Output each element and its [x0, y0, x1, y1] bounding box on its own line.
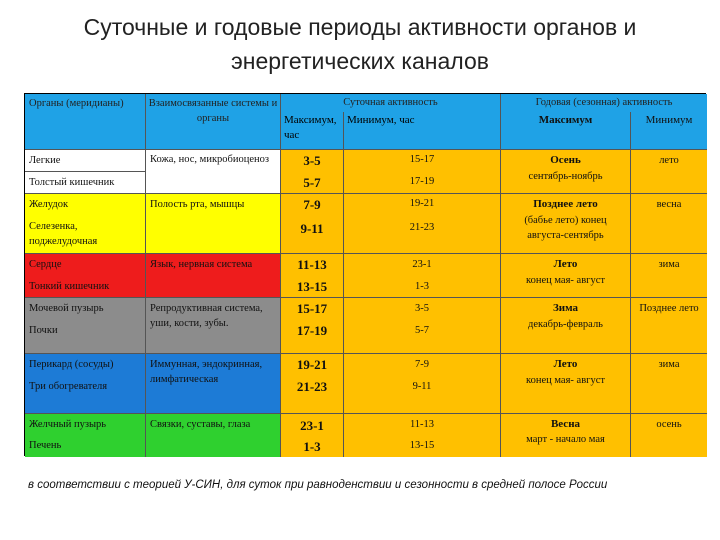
daily-min-cell — [344, 150, 501, 172]
season-min: зима — [658, 359, 680, 370]
systems-cell — [146, 354, 281, 414]
systems-text: Связки, суставы, глаза — [150, 419, 251, 430]
systems-cell — [146, 194, 281, 254]
daily-max-value: 19-21 — [296, 357, 328, 372]
season-min: Позднее лето — [639, 303, 699, 314]
systems-cell — [146, 298, 281, 354]
season-max-cell — [501, 414, 631, 457]
daily-min-cell — [344, 320, 501, 354]
season-title: Осень — [550, 154, 581, 166]
daily-max-cell — [281, 376, 344, 414]
season-months: сентябрь-ноябрь — [528, 171, 603, 182]
organ-name: Желчный пузырь — [29, 419, 107, 430]
organ-cell — [25, 298, 146, 320]
header-yearly-max-label: Максимум — [538, 114, 593, 126]
daily-min-value: 13-15 — [409, 440, 435, 451]
daily-max-value: 9-11 — [300, 221, 324, 236]
season-max-cell — [501, 254, 631, 298]
organ-cell — [25, 172, 146, 194]
season-title: Зима — [552, 302, 579, 314]
daily-max-cell — [281, 298, 344, 320]
header-yearly-label: Годовая (сезонная) активность — [535, 97, 673, 108]
header-yearly — [501, 94, 707, 112]
organ-cell — [25, 436, 146, 457]
season-min-cell — [631, 150, 707, 194]
daily-max-cell — [281, 320, 344, 354]
organ-cell — [25, 354, 146, 376]
daily-max-value: 3-5 — [303, 153, 321, 168]
systems-cell — [146, 414, 281, 457]
season-min: осень — [656, 419, 682, 430]
header-daily — [281, 94, 501, 112]
daily-max-value: 15-17 — [296, 301, 328, 316]
daily-max-cell — [281, 414, 344, 436]
daily-max-value: 11-13 — [297, 257, 327, 272]
organ-name: Печень — [29, 440, 62, 451]
daily-max-value: 7-9 — [303, 197, 321, 212]
header-yearly-max — [501, 112, 631, 150]
daily-max-cell — [281, 194, 344, 216]
season-months: (бабье лето) конец августа-сентябрь — [524, 215, 607, 241]
season-max-cell — [501, 354, 631, 414]
organ-name: Мочевой пузырь — [29, 303, 104, 314]
organ-cell — [25, 376, 146, 414]
organ-cell — [25, 276, 146, 298]
season-min: весна — [656, 199, 682, 210]
season-title: Позднее лето — [533, 198, 598, 210]
daily-max-cell — [281, 436, 344, 457]
season-title: Лето — [553, 258, 578, 270]
season-months: декабрь-февраль — [528, 319, 603, 330]
systems-text: Иммунная, эндокринная, лимфатическая — [150, 359, 263, 385]
season-max-cell — [501, 150, 631, 194]
daily-max-value: 17-19 — [296, 323, 328, 338]
daily-min-value: 17-19 — [409, 176, 435, 187]
season-min-cell — [631, 414, 707, 457]
organ-cell — [25, 216, 146, 254]
organ-name: Три обогревателя — [29, 381, 108, 392]
daily-max-cell — [281, 150, 344, 172]
systems-text: Полость рта, мышцы — [150, 199, 245, 210]
header-daily-label: Суточная активность — [343, 97, 438, 108]
daily-max-cell — [281, 216, 344, 254]
daily-min-cell — [344, 414, 501, 436]
header-organs-label: Органы (меридианы) — [29, 98, 124, 109]
daily-min-cell — [344, 376, 501, 414]
organ-cell — [25, 194, 146, 216]
organ-name: Толстый кишечник — [29, 177, 115, 188]
daily-max-cell — [281, 276, 344, 298]
season-min-cell — [631, 194, 707, 254]
page-title: Суточные и годовые периоды активности органов и энергетических каналов — [83, 14, 637, 74]
season-max-cell — [501, 194, 631, 254]
season-min-cell — [631, 354, 707, 414]
daily-max-value: 13-15 — [296, 279, 328, 294]
systems-cell — [146, 254, 281, 298]
season-min: лето — [659, 155, 679, 166]
daily-min-value: 1-3 — [415, 281, 429, 292]
daily-max-cell — [281, 172, 344, 194]
systems-text: Репродуктивная система, уши, кости, зубы. — [150, 303, 263, 329]
organ-name: Селезенка, поджелудочная — [29, 221, 98, 247]
daily-min-cell — [344, 172, 501, 194]
daily-min-value: 15-17 — [409, 154, 435, 165]
daily-min-value: 23-1 — [412, 259, 432, 270]
daily-min-cell — [344, 354, 501, 376]
daily-max-value: 21-23 — [296, 379, 328, 394]
header-daily-max — [281, 112, 344, 150]
organ-name: Тонкий кишечник — [29, 281, 110, 292]
daily-min-value: 9-11 — [412, 381, 432, 392]
season-min: зима — [658, 259, 680, 270]
activity-table — [24, 93, 706, 456]
header-systems-label: Взаимосвязанные системы и органы — [148, 98, 278, 124]
organ-name: Сердце — [29, 259, 62, 270]
daily-max-value: 23-1 — [300, 418, 324, 433]
daily-min-value: 7-9 — [415, 359, 429, 370]
systems-cell — [146, 150, 281, 194]
footnote: в соответствии с теорией У-СИН, для суток при равноденствии и сезонности в средней полосе России — [28, 479, 608, 491]
organ-name: Желудок — [29, 199, 69, 210]
season-title: Весна — [550, 418, 581, 430]
organ-cell — [25, 150, 146, 172]
header-daily-max-label: Максимум, час — [284, 114, 337, 141]
daily-min-cell — [344, 436, 501, 457]
season-title: Лето — [553, 358, 578, 370]
daily-min-value: 5-7 — [415, 325, 429, 336]
daily-max-value: 5-7 — [303, 175, 321, 190]
daily-max-cell — [281, 354, 344, 376]
header-yearly-min — [631, 112, 707, 150]
organ-cell — [25, 320, 146, 354]
organ-name: Перикард (сосуды) — [29, 359, 114, 370]
daily-min-cell — [344, 276, 501, 298]
season-min-cell — [631, 298, 707, 354]
organ-name: Почки — [29, 325, 58, 336]
header-systems — [146, 94, 281, 150]
season-months: конец мая- август — [526, 275, 605, 286]
header-daily-min — [344, 112, 501, 150]
header-yearly-min-label: Минимум — [645, 114, 693, 126]
season-min-cell — [631, 254, 707, 298]
daily-min-value: 11-13 — [409, 419, 435, 430]
daily-min-cell — [344, 298, 501, 320]
daily-min-value: 21-23 — [409, 222, 435, 233]
season-months: конец мая- август — [526, 375, 605, 386]
season-months: март - начало мая — [526, 434, 605, 445]
daily-max-cell — [281, 254, 344, 276]
daily-min-value: 3-5 — [415, 303, 429, 314]
daily-min-value: 19-21 — [409, 198, 435, 209]
organ-name: Легкие — [29, 155, 61, 166]
systems-text: Кожа, нос, микробиоценоз — [150, 154, 270, 165]
daily-max-value: 1-3 — [303, 439, 321, 454]
season-max-cell — [501, 298, 631, 354]
daily-min-cell — [344, 254, 501, 276]
organ-cell — [25, 254, 146, 276]
daily-min-cell — [344, 194, 501, 216]
systems-text: Язык, нервная система — [150, 259, 253, 270]
header-organs — [25, 94, 146, 150]
header-daily-min-label: Минимум, час — [347, 114, 415, 126]
organ-cell — [25, 414, 146, 436]
daily-min-cell — [344, 216, 501, 254]
